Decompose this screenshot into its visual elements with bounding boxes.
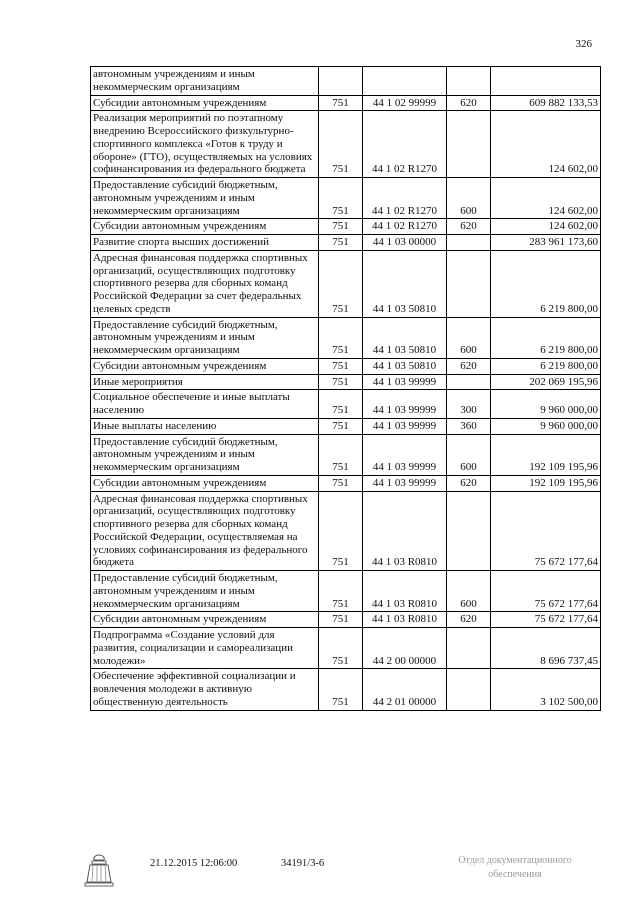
row-code-cell: 44 1 03 R0810 [363,491,447,571]
row-type-cell: 620 [447,358,491,374]
row-name-cell: Предоставление субсидий бюджетным, автономным учреждениям и иным некоммерческим организациям [91,317,319,358]
table-row [91,178,601,219]
row-code-cell: 44 1 03 R0810 [363,571,447,612]
row-type-cell [447,669,491,710]
row-ministry-cell: 751 [319,434,363,475]
footer-department [440,854,590,881]
page-footer [0,852,640,892]
table-row [91,418,601,434]
row-name-cell: Социальное обеспечение и иные выплаты населению [91,390,319,419]
row-name-cell: Обеспечение эффективной социализации и вовлечения молодежи в активную общественную деятельность [91,669,319,710]
row-code-cell: 44 1 02 R1270 [363,178,447,219]
row-ministry-cell: 751 [319,390,363,419]
row-ministry-cell: 751 [319,250,363,317]
row-code-cell: 44 1 03 99999 [363,418,447,434]
footer-document-number: 34191/3-6 [281,858,325,869]
row-amount-cell: 124 602,00 [491,178,601,219]
row-amount-cell: 283 961 173,60 [491,235,601,251]
row-name-cell: Иные выплаты населению [91,418,319,434]
row-name-cell: Адресная финансовая поддержка спортивных организаций, осуществляющих подготовку спортивного резерва для сборных команд Российской Федерации, осуществляемая на условиях софинансирования из федерального бюджета [91,491,319,571]
row-ministry-cell: 751 [319,669,363,710]
row-amount-cell: 6 219 800,00 [491,250,601,317]
row-code-cell: 44 1 03 00000 [363,235,447,251]
row-code-cell: 44 1 03 99999 [363,390,447,419]
footer-datetime: 21.12.2015 12:06:00 [150,858,238,869]
row-ministry-cell: 751 [319,571,363,612]
row-amount-cell: 75 672 177,64 [491,612,601,628]
budget-table [90,66,601,711]
table-row [91,669,601,710]
footer-department-line-1: Отдел документационного [458,855,572,866]
table-row [91,67,601,96]
row-ministry-cell: 751 [319,374,363,390]
row-name-cell: Подпрограмма «Создание условий для развития, социализации и самореализации молодежи» [91,628,319,669]
row-type-cell [447,628,491,669]
row-ministry-cell: 751 [319,628,363,669]
table-row [91,571,601,612]
table-row [91,250,601,317]
row-amount-cell: 202 069 195,96 [491,374,601,390]
page-number: 326 [575,38,592,50]
row-type-cell [447,67,491,96]
table-row [91,434,601,475]
row-ministry-cell: 751 [319,235,363,251]
row-name-cell: Предоставление субсидий бюджетным, автономным учреждениям и иным некоммерческим организациям [91,178,319,219]
table-row [91,317,601,358]
row-name-cell: автономным учреждениям и иным некоммерческим организациям [91,67,319,96]
row-ministry-cell: 751 [319,219,363,235]
row-code-cell: 44 1 02 R1270 [363,111,447,178]
row-name-cell: Предоставление субсидий бюджетным, автономным учреждениям и иным некоммерческим организациям [91,571,319,612]
row-type-cell: 620 [447,612,491,628]
table-row [91,475,601,491]
row-name-cell: Субсидии автономным учреждениям [91,612,319,628]
row-code-cell: 44 1 03 50810 [363,250,447,317]
row-amount-cell: 9 960 000,00 [491,390,601,419]
row-ministry-cell: 751 [319,418,363,434]
row-name-cell: Субсидии автономным учреждениям [91,358,319,374]
table-row [91,374,601,390]
row-code-cell: 44 1 03 50810 [363,358,447,374]
emblem-icon [82,852,116,888]
row-type-cell: 620 [447,95,491,111]
row-ministry-cell: 751 [319,317,363,358]
row-amount-cell: 9 960 000,00 [491,418,601,434]
row-amount-cell: 124 602,00 [491,111,601,178]
row-ministry-cell: 751 [319,95,363,111]
row-code-cell: 44 1 03 99999 [363,374,447,390]
row-name-cell: Субсидии автономным учреждениям [91,219,319,235]
row-type-cell: 360 [447,418,491,434]
row-type-cell: 600 [447,434,491,475]
row-name-cell: Субсидии автономным учреждениям [91,475,319,491]
row-amount-cell: 609 882 133,53 [491,95,601,111]
row-type-cell: 620 [447,475,491,491]
row-type-cell: 600 [447,317,491,358]
row-code-cell: 44 2 00 00000 [363,628,447,669]
row-code-cell: 44 1 03 99999 [363,475,447,491]
row-name-cell: Предоставление субсидий бюджетным, автономным учреждениям и иным некоммерческим организациям [91,434,319,475]
footer-department-line-2: обеспечения [488,868,542,880]
row-amount-cell: 3 102 500,00 [491,669,601,710]
table-row [91,219,601,235]
row-name-cell: Адресная финансовая поддержка спортивных организаций, осуществляющих подготовку спортивного резерва для сборных команд Российской Федерации за счет федеральных целевых средств [91,250,319,317]
row-type-cell [447,491,491,571]
row-ministry-cell: 751 [319,111,363,178]
row-type-cell: 600 [447,571,491,612]
table-row [91,491,601,571]
row-amount-cell: 8 696 737,45 [491,628,601,669]
row-ministry-cell: 751 [319,358,363,374]
row-code-cell: 44 1 03 R0810 [363,612,447,628]
row-ministry-cell: 751 [319,475,363,491]
budget-table-body [91,67,601,711]
row-ministry-cell [319,67,363,96]
row-code-cell: 44 1 02 R1270 [363,219,447,235]
row-name-cell: Иные мероприятия [91,374,319,390]
row-amount-cell: 6 219 800,00 [491,317,601,358]
table-row [91,111,601,178]
row-amount-cell: 75 672 177,64 [491,571,601,612]
row-name-cell: Развитие спорта высших достижений [91,235,319,251]
table-row [91,628,601,669]
row-type-cell: 300 [447,390,491,419]
row-name-cell: Субсидии автономным учреждениям [91,95,319,111]
row-code-cell: 44 1 03 50810 [363,317,447,358]
row-type-cell: 620 [447,219,491,235]
row-code-cell [363,67,447,96]
row-type-cell: 600 [447,178,491,219]
table-row [91,390,601,419]
row-amount-cell: 192 109 195,96 [491,434,601,475]
table-row [91,95,601,111]
row-amount-cell: 124 602,00 [491,219,601,235]
table-row [91,358,601,374]
row-code-cell: 44 1 02 99999 [363,95,447,111]
row-ministry-cell: 751 [319,178,363,219]
row-amount-cell: 6 219 800,00 [491,358,601,374]
row-amount-cell: 75 672 177,64 [491,491,601,571]
row-ministry-cell: 751 [319,612,363,628]
row-name-cell: Реализация мероприятий по поэтапному внедрению Всероссийского физкультурно-спортивного комплекса «Готов к труду и обороне» (ГТО), осуществляемых на условиях софинансирования из федерального бюджета [91,111,319,178]
row-code-cell: 44 1 03 99999 [363,434,447,475]
row-amount-cell [491,67,601,96]
table-row [91,235,601,251]
row-ministry-cell: 751 [319,491,363,571]
table-row [91,612,601,628]
row-type-cell [447,111,491,178]
row-type-cell [447,235,491,251]
row-amount-cell: 192 109 195,96 [491,475,601,491]
row-type-cell [447,250,491,317]
row-type-cell [447,374,491,390]
row-code-cell: 44 2 01 00000 [363,669,447,710]
